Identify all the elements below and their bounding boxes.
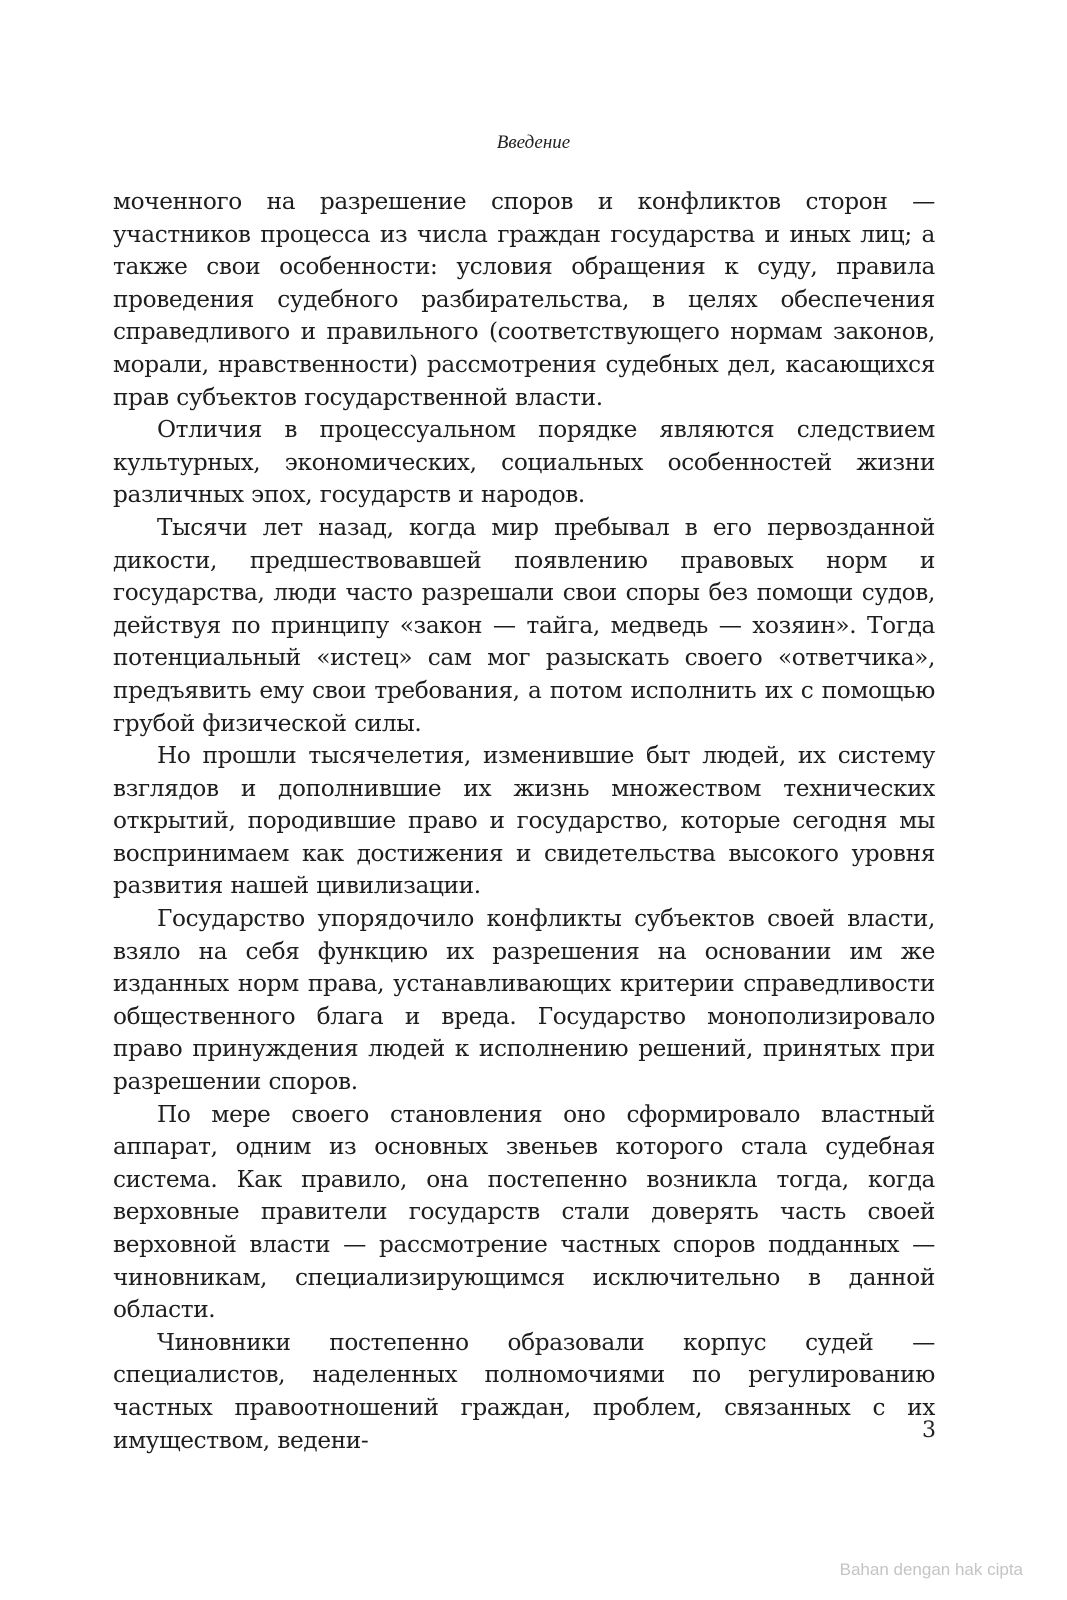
running-head-title: Введение [496, 132, 571, 153]
page-number: 3 [922, 1418, 936, 1443]
paragraph: Отличия в процессуальном порядке являются следствием культурных, экономических, социальных особенностей жизни различных эпох, государств и народов. [113, 416, 935, 509]
paragraph: Тысячи лет назад, когда мир пребывал в его первозданной дикости, предшествовавшей появлению правовых норм и государства, люди часто разрешали свои споры без помощи судов, действуя по принципу «закон — тайга, медведь — хозяин». Тогда потенциальный «истец» сам мог разыскать своего «ответчика», предъявить ему свои требования, а потом исполнить их с помощью грубой физической силы. [113, 513, 935, 737]
body-text [113, 186, 935, 1457]
paragraph: Чиновники постепенно образовали корпус судей — специалистов, наделенных полномочиями по регулированию частных правоотношений граждан, проблем, связанных с их имуществом, ведени- [113, 1328, 935, 1454]
paragraph: моченного на разрешение споров и конфликтов сторон — участников процесса из числа граждан государства и иных лиц; а также свои особенности: условия обращения к суду, правила проведения судебного разбирательства, в целях обеспечения справедливого и правильного (соответствующего нормам законов, морали, нравственности) рассмотрения судебных дел, касающихся прав субъектов государственной власти. [113, 188, 935, 411]
paragraph: Государство упорядочило конфликты субъектов своей власти, взяло на себя функцию их разрешения на основании им же изданных норм права, устанавливающих критерии справедливости общественного блага и вреда. Государство монополизировало право принуждения людей к исполнению решений, принятых при разрешении споров. [113, 905, 935, 1096]
paragraph: По мере своего становления оно сформировало властный аппарат, одним из основных звеньев которого стала судебная система. Как правило, она постепенно возникла тогда, когда верховные правители государств стали доверять часть своей верховной власти — рассмотрение частных споров подданных — чиновникам, специализирующимся исключительно в данной области. [113, 1100, 935, 1324]
paragraph: Но прошли тысячелетия, изменившие быт людей, их систему взглядов и дополнившие их жизнь множеством технических открытий, породившие право и государство, которые сегодня мы воспринимаем как достижения и свидетельства высокого уровня развития нашей цивилизации. [113, 742, 935, 900]
copyright-watermark: Bahan dengan hak cipta [839, 1560, 1023, 1579]
